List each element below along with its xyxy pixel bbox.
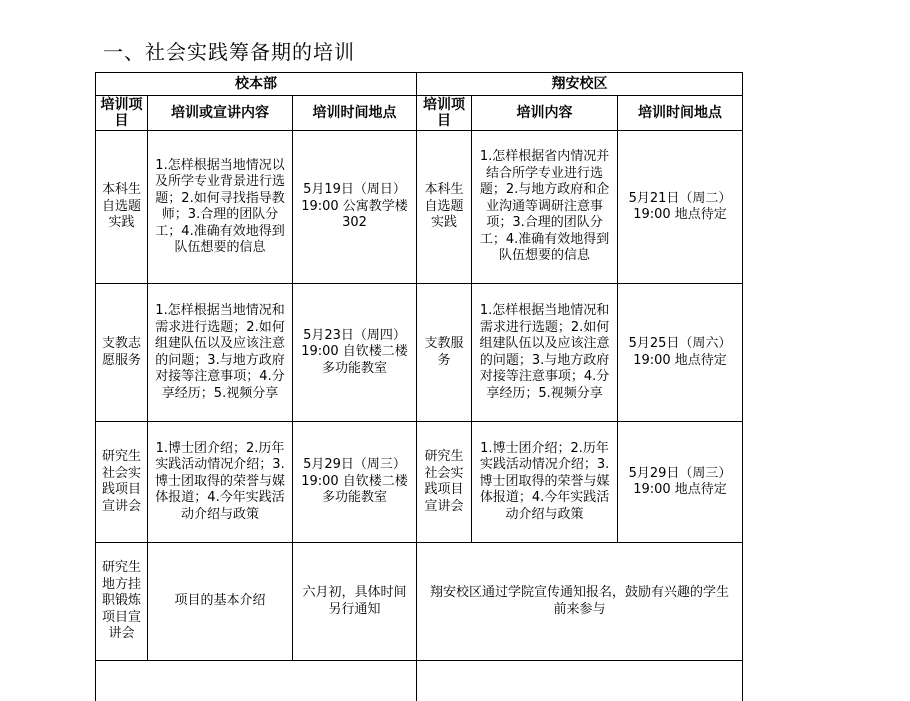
- table-row-empty: [96, 661, 743, 701]
- row-x-time: 5月21日（周二）19:00 地点待定: [618, 131, 743, 284]
- campus-header-row: [96, 73, 743, 96]
- col-header-x-item: 培训项目: [417, 96, 472, 131]
- col-header-main-item: 培训项目: [96, 96, 148, 131]
- row-main-content: 1.怎样根据当地情况和需求进行选题；2.如何组建队伍以及应该注意的问题；3.与地方政府对接等注意事项；4.分享经历；5.视频分享: [148, 284, 293, 422]
- row-main-content: 1.怎样根据当地情况以及所学专业背景进行选题；2.如何寻找指导教师；3.合理的团队分工；4.准确有效地得到队伍想要的信息: [148, 131, 293, 284]
- col-header-main-content: 培训或宣讲内容: [148, 96, 293, 131]
- row-x-time: 5月25日（周六）19:00 地点待定: [618, 284, 743, 422]
- table-row: [96, 543, 743, 661]
- section-heading: 一、社会实践筹备期的培训: [103, 40, 355, 64]
- row-x-content: 1.博士团介绍；2.历年实践活动情况介绍；3.博士团取得的荣誉与媒体报道；4.今年实践活动介绍与政策: [472, 422, 618, 543]
- row-main-item: 支教志愿服务: [96, 284, 148, 422]
- row-main-item: 研究生社会实践项目宣讲会: [96, 422, 148, 543]
- row-x-item: 支教服务: [417, 284, 472, 422]
- row-x-merged: 翔安校区通过学院宣传通知报名，鼓励有兴趣的学生前来参与: [417, 543, 743, 661]
- row-main-item: 本科生自选题实践: [96, 131, 148, 284]
- row-main-time: 5月23日（周四）19:00 自钦楼二楼多功能教室: [293, 284, 417, 422]
- training-table: [95, 72, 743, 701]
- row-main-time: 5月19日（周日）19:00 公寓教学楼302: [293, 131, 417, 284]
- column-header-row: [96, 96, 743, 131]
- col-header-x-time: 培训时间地点: [618, 96, 743, 131]
- campus-xiangan-header: 翔安校区: [417, 73, 743, 96]
- campus-main-header: 校本部: [96, 73, 417, 96]
- row-x-time: 5月29日（周三）19:00 地点待定: [618, 422, 743, 543]
- table-row: [96, 284, 743, 422]
- row-main-content: 项目的基本介绍: [148, 543, 293, 661]
- row-x-content: 1.怎样根据当地情况和需求进行选题；2.如何组建队伍以及应该注意的问题；3.与地方政府对接等注意事项；4.分享经历；5.视频分享: [472, 284, 618, 422]
- row-main-item: 研究生地方挂职锻炼项目宣讲会: [96, 543, 148, 661]
- empty-cell-x: [417, 661, 743, 701]
- row-x-item: 研究生社会实践项目宣讲会: [417, 422, 472, 543]
- row-main-content: 1.博士团介绍；2.历年实践活动情况介绍；3.博士团取得的荣誉与媒体报道；4.今年实践活动介绍与政策: [148, 422, 293, 543]
- row-main-time: 六月初，具体时间另行通知: [293, 543, 417, 661]
- empty-cell-main: [96, 661, 417, 701]
- row-x-item: 本科生自选题实践: [417, 131, 472, 284]
- row-main-time: 5月29日（周三）19:00 自钦楼二楼多功能教室: [293, 422, 417, 543]
- table-row: [96, 422, 743, 543]
- row-x-content: 1.怎样根据省内情况并结合所学专业进行选题；2.与地方政府和企业沟通等调研注意事项；3.合理的团队分工；4.准确有效地得到队伍想要的信息: [472, 131, 618, 284]
- col-header-x-content: 培训内容: [472, 96, 618, 131]
- table-row: [96, 131, 743, 284]
- col-header-main-time: 培训时间地点: [293, 96, 417, 131]
